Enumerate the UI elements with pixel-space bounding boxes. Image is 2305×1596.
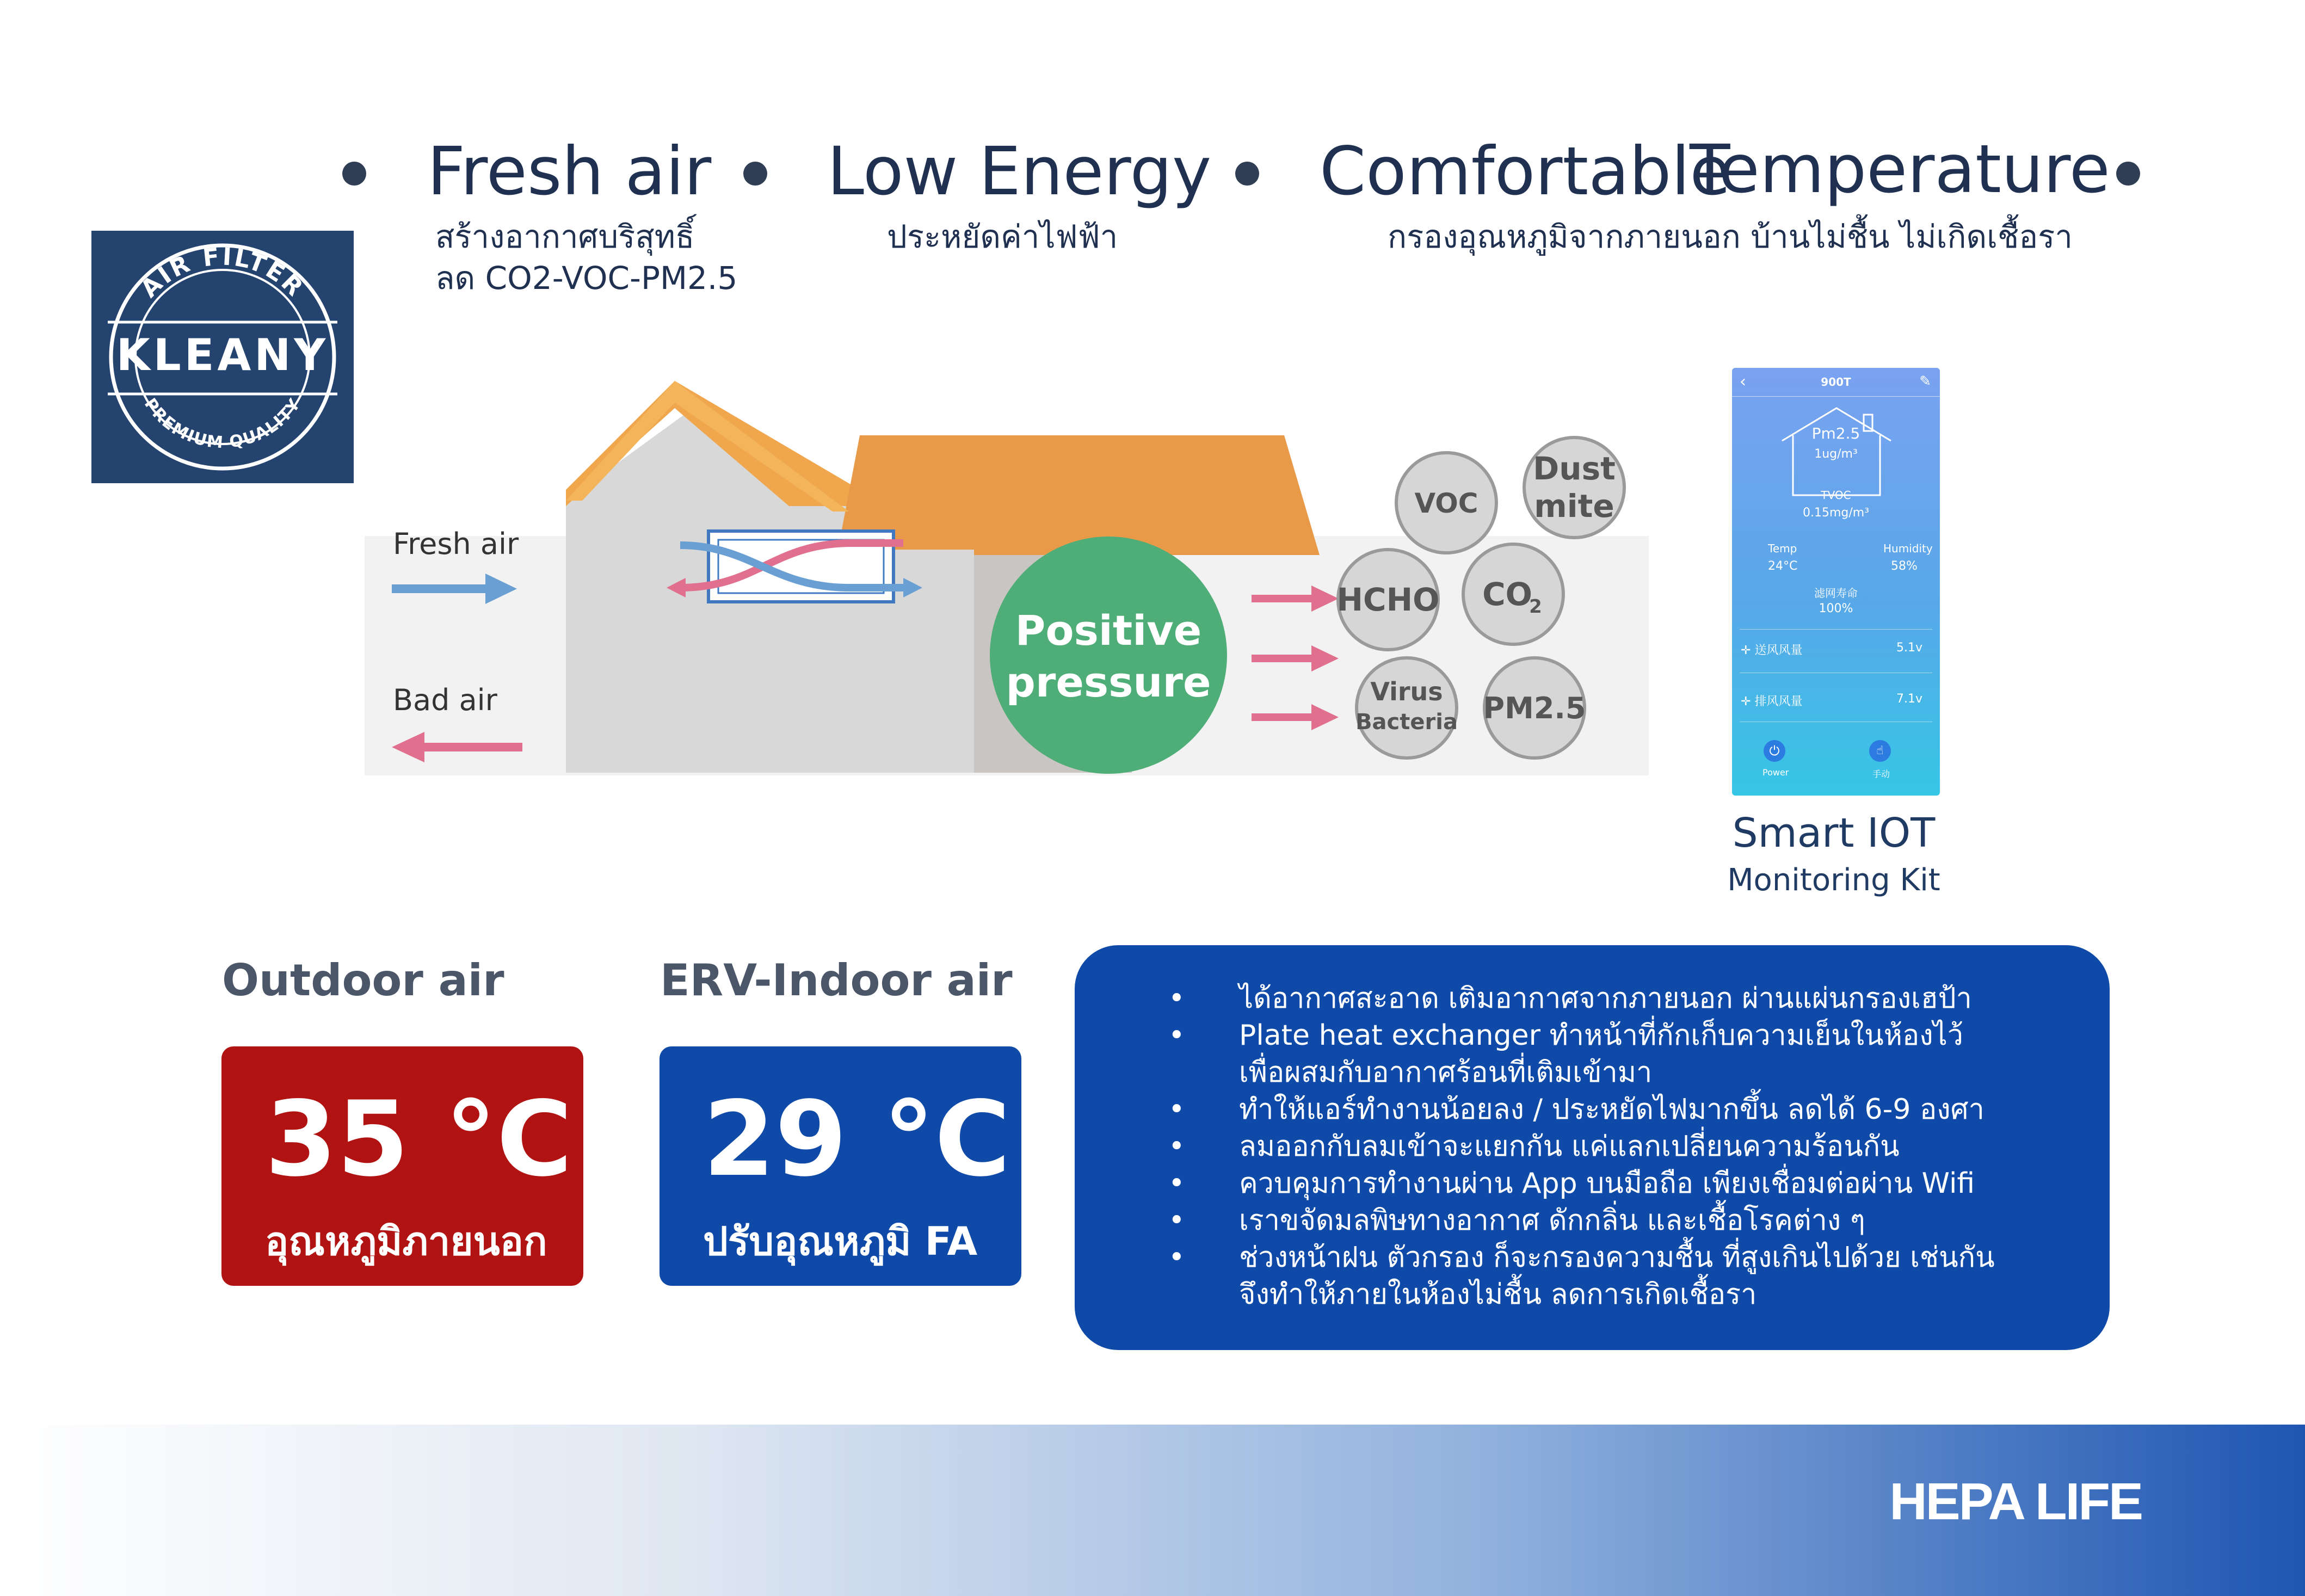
headline-low-energy: Low Energy <box>827 133 1212 210</box>
exhaust-fan-row[interactable]: ✛ 排风风量 7.1v <box>1741 692 1922 708</box>
phone-header: 900T <box>1821 375 1851 389</box>
plus-icon: ✛ <box>1741 644 1755 657</box>
temp-label: Temp <box>1768 542 1797 555</box>
svg-text:AIR FILTER <box>135 243 310 303</box>
roof-right <box>838 435 1320 555</box>
feature-item: • ควบคุมการทำงานผ่าน App บนมือถือ เพียงเชื่อมต่อผ่าน Wifi <box>1168 1167 1975 1200</box>
mite-label: mite <box>1534 488 1614 525</box>
bad-air-label: Bad air <box>393 683 497 717</box>
voc-label: VOC <box>1414 488 1478 519</box>
temperature-subtitle: กรองอุณหภูมิจากภายนอก บ้านไม่ชื้น ไม่เกิดเชื้อรา <box>1388 218 2073 255</box>
bacteria-label: Bacteria <box>1355 710 1458 735</box>
fresh-air-subtitle-2: ลด CO2-VOC-PM2.5 <box>435 260 738 297</box>
headline-comfortable: Comfortable <box>1320 133 1731 210</box>
back-icon: ‹ <box>1740 372 1746 391</box>
co2-subscript: 2 <box>1529 596 1542 618</box>
edit-icon: ✎ <box>1919 373 1931 390</box>
feature-item: • ลมออกกับลมเข้าจะแยกกัน แค่แลกเปลี่ยนความร้อนกัน <box>1168 1130 1900 1163</box>
feature-item: • ช่วงหน้าฝน ตัวกรอง ก็จะกรองความชื้น ที่สูงเกินไปด้วย เช่นกัน <box>1168 1241 1995 1274</box>
manual-mode-button[interactable]: ☝ <box>1869 740 1891 762</box>
hepa-life-brand: HEPA LIFE <box>1889 1472 2142 1531</box>
fresh-air-label: Fresh air <box>393 527 519 561</box>
power-button[interactable]: ⏻ <box>1764 740 1785 762</box>
feature-item: • เราขจัดมลพิษทางอากาศ ดักกลิ่น และเชื้อโรคต่าง ๆ <box>1168 1204 1865 1237</box>
manual-label: 手动 <box>1872 769 1890 779</box>
positive-label: Positive <box>1015 606 1202 655</box>
iot-title: Smart IOT <box>1732 810 1936 856</box>
iot-app-screenshot <box>1732 368 1940 796</box>
tvoc-value: 0.15mg/m³ <box>1802 506 1870 520</box>
outdoor-temp-caption: อุณหภูมิภายนอก <box>265 1218 547 1264</box>
feature-info-box <box>1075 945 2110 1350</box>
co2-label: CO <box>1482 576 1532 613</box>
supply-fan-row[interactable]: ✛ 送风风量 5.1v <box>1741 641 1922 657</box>
power-label: Power <box>1762 767 1789 778</box>
headline-bullet <box>743 162 767 186</box>
feature-list <box>1075 980 2110 1313</box>
logo-bottom-text: PREMIUM QUALITY <box>140 395 305 453</box>
humidity-value: 58% <box>1891 559 1918 573</box>
headline-temperature: Temperature <box>1690 131 2110 208</box>
pm25-label: Pm2.5 <box>1811 424 1860 442</box>
temp-value: 24°C <box>1768 559 1798 573</box>
outdoor-temp-card <box>221 1046 583 1286</box>
positive-pressure-circle <box>990 537 1227 774</box>
pm25-value: 1ug/m³ <box>1814 447 1858 461</box>
logo-emblem <box>91 231 354 483</box>
iot-subtitle: Monitoring Kit <box>1727 862 1940 898</box>
outdoor-air-title: Outdoor air <box>222 955 504 1006</box>
indoor-air-title: ERV-Indoor air <box>660 955 1013 1006</box>
virus-label: Virus <box>1370 677 1443 706</box>
pm25-label: PM2.5 <box>1483 691 1586 725</box>
logo-top-text: AIR FILTER <box>135 243 310 303</box>
feature-item: • ได้อากาศสะอาด เติมอากาศจากภายนอก ผ่านแผ่นกรองเฮป้า <box>1168 982 1972 1015</box>
low-energy-subtitle: ประหยัดค่าไฟฟ้า <box>887 218 1118 255</box>
tvoc-label: TVOC <box>1821 489 1851 502</box>
outdoor-temp-value: 35 °C <box>265 1079 572 1199</box>
headline-bullet <box>342 162 366 186</box>
headline-bullet <box>2116 162 2140 186</box>
indoor-temp-card <box>660 1046 1021 1286</box>
erv-diagram <box>359 370 1654 794</box>
filter-life-label: 滤网寿命 <box>1814 587 1858 600</box>
indoor-temp-value: 29 °C <box>703 1079 1010 1199</box>
hcho-label: HCHO <box>1336 581 1440 618</box>
humidity-label: Humidity <box>1883 542 1933 555</box>
headline-fresh-air: Fresh air <box>427 133 712 210</box>
pressure-label: pressure <box>1006 658 1211 706</box>
feature-item-continued: จึงทำให้ภายในห้องไม่ชื้น ลดการเกิดเชื้อรา <box>1239 1278 1757 1311</box>
feature-item-continued: เพื่อผสมกับอากาศร้อนที่เติมเข้ามา <box>1239 1056 1653 1089</box>
virus-bacteria-bubble <box>1357 658 1457 758</box>
headline-bullet <box>1235 162 1259 186</box>
logo-name: KLEANY <box>116 330 329 380</box>
feature-item: • ทำให้แอร์ทำงานน้อยลง / ประหยัดไฟมากขึ้น ลดได้ 6-9 องศา <box>1168 1093 1984 1126</box>
fresh-air-subtitle-1: สร้างอากาศบริสุทธิ์ <box>435 218 695 255</box>
plus-icon: ✛ <box>1741 695 1755 708</box>
indoor-temp-caption: ปรับอุณหภูมิ FA <box>703 1218 978 1264</box>
kleany-logo <box>91 231 354 483</box>
dust-label: Dust <box>1533 450 1616 487</box>
feature-item: • Plate heat exchanger ทำหน้าที่กักเก็บความเย็นในห้องไว้ <box>1168 1019 1963 1052</box>
svg-text:PREMIUM QUALITY <box>140 395 305 453</box>
filter-life-value: 100% <box>1819 602 1853 615</box>
